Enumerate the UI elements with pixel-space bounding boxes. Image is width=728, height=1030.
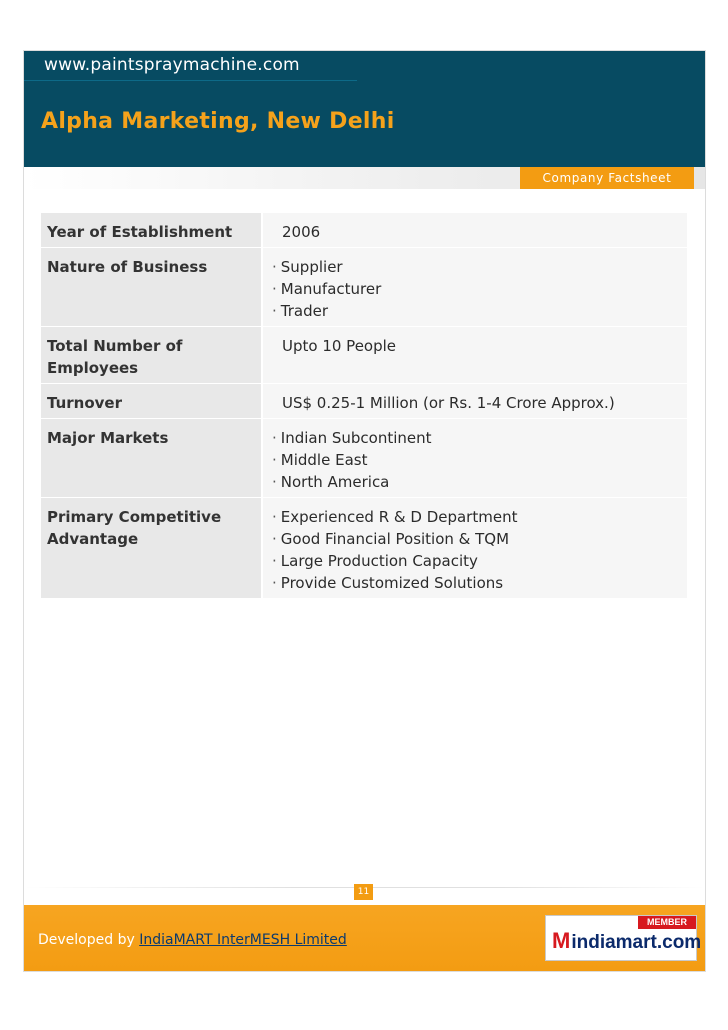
list-item: · Trader <box>272 302 329 320</box>
company-factsheet-tag: Company Factsheet <box>520 167 694 189</box>
nature-label: Nature of Business <box>41 248 262 327</box>
bullet-icon: · <box>272 574 277 592</box>
company-title: Alpha Marketing, New Delhi <box>41 109 395 134</box>
bullet-icon: · <box>272 258 277 276</box>
table-row <box>41 384 687 419</box>
list-item: · Experienced R & D Department <box>272 508 518 526</box>
developer-link[interactable]: IndiaMART InterMESH Limited <box>139 932 347 948</box>
site-url-tab <box>24 51 357 81</box>
advantage-label: Primary Competitive Advantage <box>41 498 262 599</box>
tag-bar <box>24 167 705 189</box>
list-item: · Indian Subcontinent <box>272 429 432 447</box>
table-row <box>41 327 687 384</box>
indiamart-member-badge[interactable] <box>545 915 702 961</box>
markets-list <box>262 419 687 498</box>
page-number: 11 <box>354 884 373 900</box>
developed-by <box>38 932 347 948</box>
bullet-icon: · <box>272 280 277 298</box>
bullet-icon: · <box>272 302 277 320</box>
bullet-icon: · <box>272 530 277 548</box>
bullet-icon: · <box>272 473 277 491</box>
indiamart-logo <box>552 928 701 954</box>
table-row <box>41 213 687 248</box>
list-item: · Manufacturer <box>272 280 382 298</box>
indiamart-logo-text: indiamart.com <box>571 932 702 953</box>
bullet-icon: · <box>272 508 277 526</box>
year-value: 2006 <box>262 213 687 248</box>
turnover-value: US$ 0.25-1 Million (or Rs. 1-4 Crore Approx.) <box>262 384 687 419</box>
list-item: · North America <box>272 473 390 491</box>
header-banner <box>24 51 705 167</box>
list-item: · Supplier <box>272 258 343 276</box>
list-item: · Middle East <box>272 451 368 469</box>
employees-value: Upto 10 People <box>262 327 687 384</box>
site-url[interactable]: www.paintspraymachine.com <box>44 55 300 75</box>
markets-label: Major Markets <box>41 419 262 498</box>
table-row <box>41 498 687 599</box>
facts-table <box>41 213 687 599</box>
table-row <box>41 248 687 327</box>
member-label: MEMBER <box>638 916 696 929</box>
year-label: Year of Establishment <box>41 213 262 248</box>
footer-bar <box>24 905 705 971</box>
employees-label: Total Number of Employees <box>41 327 262 384</box>
nature-list <box>262 248 687 327</box>
factsheet-page <box>23 50 706 972</box>
indiamart-logo-icon: M <box>552 928 571 953</box>
table-row <box>41 419 687 498</box>
list-item: · Good Financial Position & TQM <box>272 530 510 548</box>
developed-by-label: Developed by <box>38 932 140 948</box>
bullet-icon: · <box>272 451 277 469</box>
turnover-label: Turnover <box>41 384 262 419</box>
bullet-icon: · <box>272 552 277 570</box>
list-item: · Large Production Capacity <box>272 552 478 570</box>
list-item: · Provide Customized Solutions <box>272 574 504 592</box>
advantage-list <box>262 498 687 599</box>
bullet-icon: · <box>272 429 277 447</box>
